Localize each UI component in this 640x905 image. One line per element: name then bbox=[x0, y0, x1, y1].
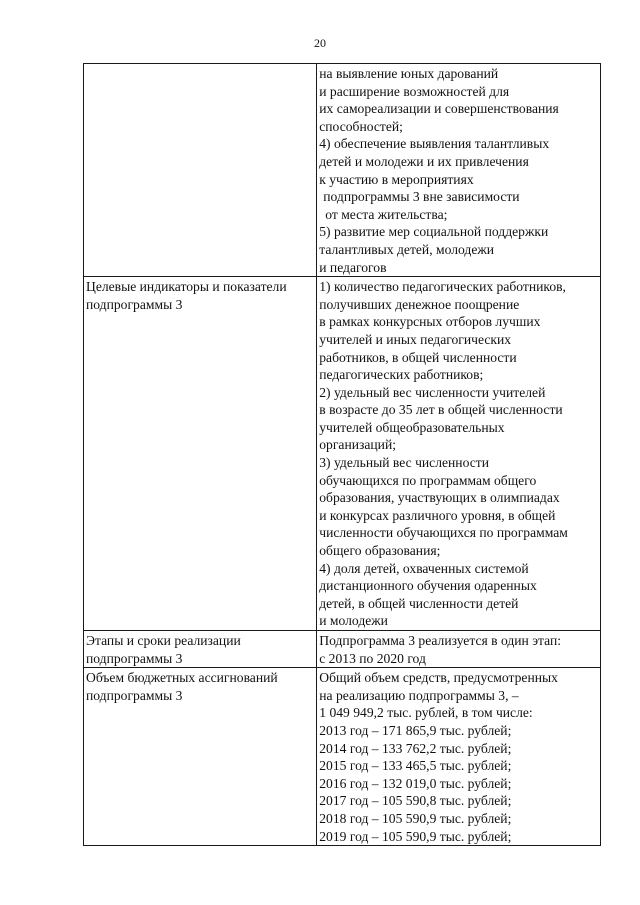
text-line: учителей и иных педагогических bbox=[319, 331, 512, 347]
text-line: талантливых детей, молодежи bbox=[319, 241, 495, 257]
text-line: в рамках конкурсных отборов лучших bbox=[319, 314, 541, 330]
text-line: общего образования; bbox=[319, 543, 441, 559]
text-line: детей, в общей численности детей bbox=[319, 595, 519, 611]
text-line: Общий объем средств, предусмотренных bbox=[319, 670, 558, 686]
table-cell-value bbox=[317, 277, 601, 631]
table-cell-label bbox=[84, 631, 317, 668]
text-line: 2) удельный вес численности учителей bbox=[319, 384, 546, 400]
text-line: 1) количество педагогических работников, bbox=[319, 279, 566, 295]
text-line: в возрасте до 35 лет в общей численности bbox=[319, 402, 563, 418]
text-line: и молодежи bbox=[319, 613, 388, 629]
text-line: Этапы и сроки реализации bbox=[86, 633, 241, 648]
table-cell-label bbox=[84, 64, 317, 277]
text-line: учителей общеобразовательных bbox=[319, 419, 505, 435]
table-cell-label bbox=[84, 668, 317, 846]
text-line: образования, участвующих в олимпиадах bbox=[319, 490, 560, 506]
table-row-goals-continued bbox=[84, 64, 601, 277]
text-line: 3) удельный вес численности bbox=[319, 455, 489, 471]
table-cell-label bbox=[84, 277, 317, 631]
text-line: 2014 год – 133 762,2 тыс. рублей; bbox=[319, 740, 512, 756]
text-line: 1 049 949,2 тыс. рублей, в том числе: bbox=[319, 705, 533, 721]
text-line: Подпрограмма 3 реализуется в один этап: bbox=[319, 633, 562, 648]
text-line: подпрограммы 3 вне зависимости bbox=[323, 189, 520, 205]
text-line: обучающихся по программам общего bbox=[319, 472, 537, 488]
table-cell-value bbox=[317, 64, 601, 277]
text-line: работников, в общей численности bbox=[319, 349, 517, 365]
text-line: 2015 год – 133 465,5 тыс. рублей; bbox=[319, 758, 512, 774]
text-line: 2016 год – 132 019,0 тыс. рублей; bbox=[319, 775, 512, 791]
text-line: подпрограммы 3 bbox=[86, 687, 183, 703]
table-row-stages-and-terms bbox=[84, 631, 601, 668]
text-line: на выявление юных дарований bbox=[319, 66, 499, 81]
subprogram-passport-table bbox=[83, 63, 601, 846]
text-line: педагогических работников; bbox=[319, 367, 484, 383]
page-number: 20 bbox=[314, 36, 326, 50]
text-line: 5) развитие мер социальной поддержки bbox=[319, 224, 549, 240]
text-line: 2017 год – 105 590,8 тыс. рублей; bbox=[319, 793, 512, 809]
text-line: к участию в мероприятиях bbox=[319, 171, 474, 187]
text-line: численности обучающихся по программам bbox=[319, 525, 568, 541]
text-line: 4) обеспечение выявления талантливых bbox=[319, 136, 550, 152]
table-row-budget-allocations bbox=[84, 668, 601, 846]
text-line: 2019 год – 105 590,9 тыс. рублей; bbox=[319, 828, 512, 844]
table-cell-value bbox=[317, 631, 601, 668]
text-line: Объем бюджетных ассигнований bbox=[86, 670, 278, 686]
text-line: с 2013 по 2020 год bbox=[319, 650, 426, 666]
text-line: 2018 год – 105 590,9 тыс. рублей; bbox=[319, 810, 512, 826]
text-line: на реализацию подпрограммы 3, – bbox=[319, 687, 519, 703]
text-line: их самореализации и совершенствования bbox=[319, 101, 559, 117]
text-line: от места жительства; bbox=[325, 206, 448, 222]
text-line: получивших денежное поощрение bbox=[319, 296, 520, 312]
text-line: и конкурсах различного уровня, в общей bbox=[319, 507, 556, 523]
text-line: Целевые индикаторы и показатели bbox=[86, 279, 287, 295]
text-line: способностей; bbox=[319, 118, 403, 134]
text-line: и педагогов bbox=[319, 259, 387, 275]
text-line: 4) доля детей, охваченных системой bbox=[319, 560, 529, 576]
text-line: подпрограммы 3 bbox=[86, 296, 183, 312]
table-row-target-indicators bbox=[84, 277, 601, 631]
table-cell-value bbox=[317, 668, 601, 846]
text-line: дистанционного обучения одаренных bbox=[319, 578, 537, 594]
text-line: детей и молодежи и их привлечения bbox=[319, 153, 529, 169]
text-line: и расширение возможностей для bbox=[319, 83, 510, 99]
text-line: 2013 год – 171 865,9 тыс. рублей; bbox=[319, 722, 512, 738]
text-line: подпрограммы 3 bbox=[86, 650, 183, 666]
text-line: организаций; bbox=[319, 437, 397, 453]
